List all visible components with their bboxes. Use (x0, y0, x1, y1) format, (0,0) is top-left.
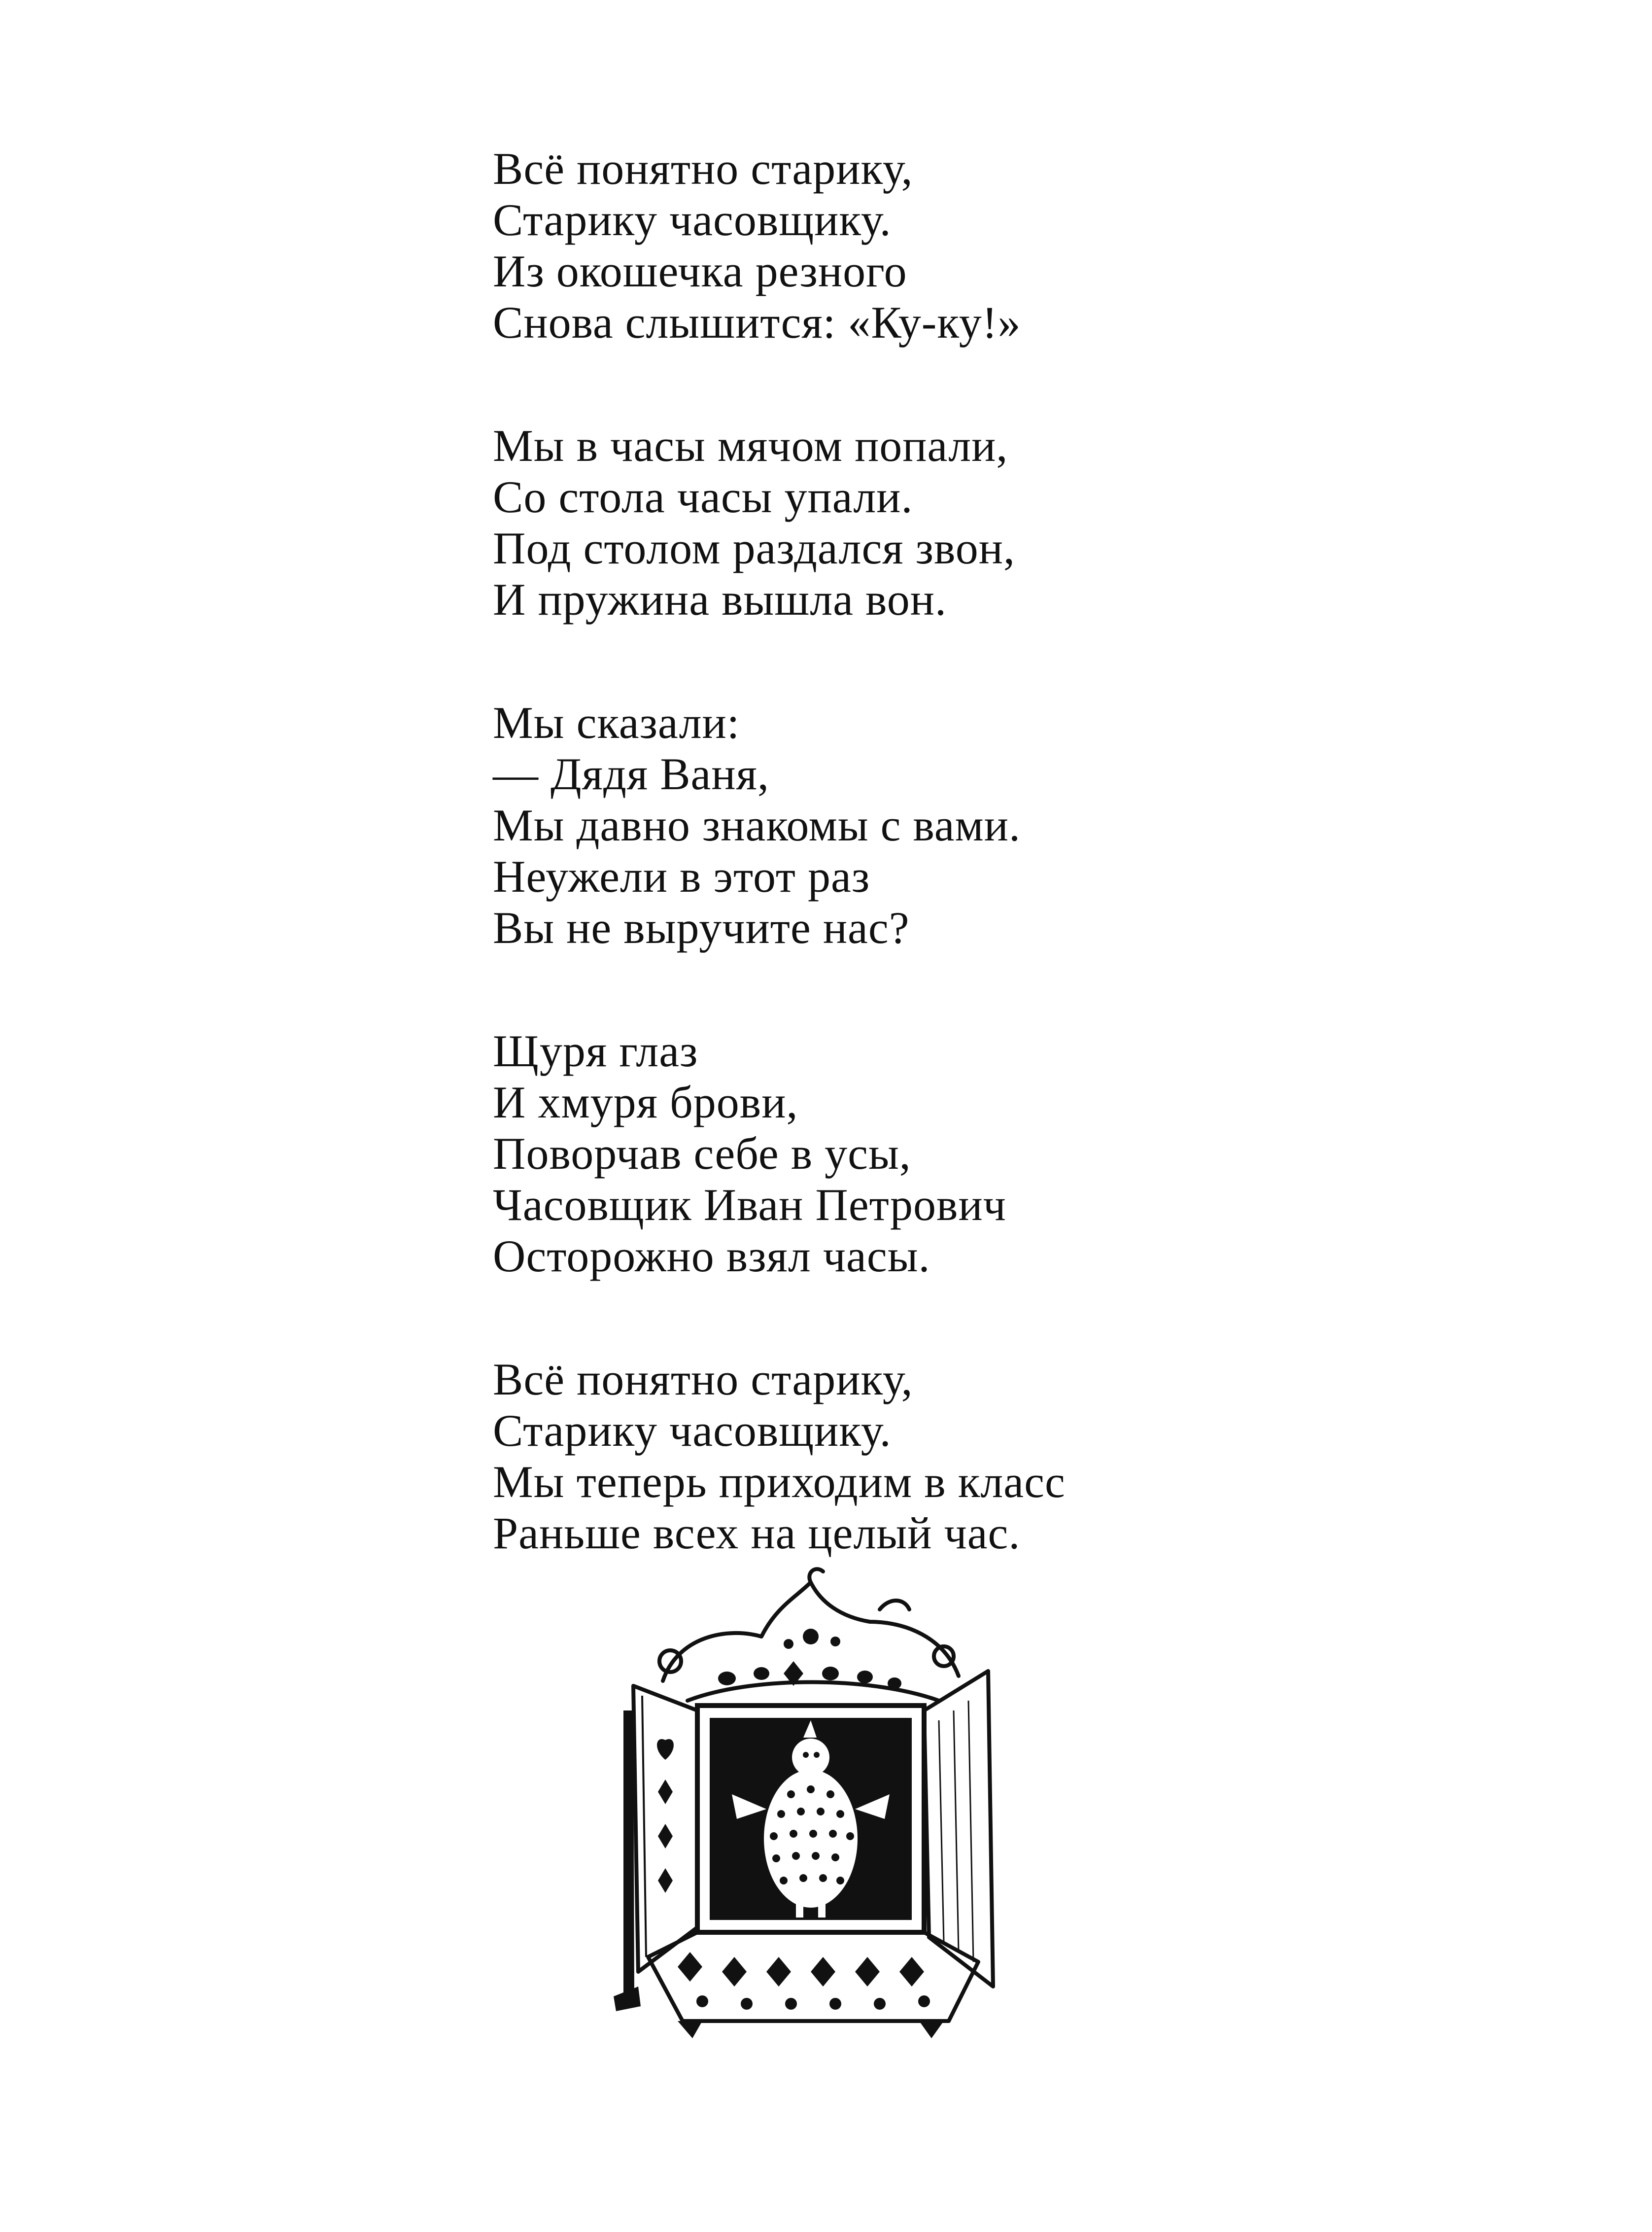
poem-line: — Дядя Ваня, (493, 749, 769, 799)
cuckoo-clock-window-icon (604, 1563, 1023, 2046)
poem-line: Всё понятно старику, (493, 143, 913, 194)
poem-line: Старику часовщику. (493, 1405, 892, 1456)
stanza-4 (493, 1025, 1331, 1282)
stanza-3 (493, 697, 1331, 953)
poem-line: И пружина вышла вон. (493, 574, 947, 625)
poem (493, 143, 1331, 1559)
poem-line: Неужели в этот раз (493, 851, 870, 902)
poem-line: Мы сказали: (493, 698, 740, 748)
poem-line: Старику часовщику. (493, 195, 892, 245)
poem-line: Мы давно знакомы с вами. (493, 800, 1021, 850)
poem-line: Осторожно взял часы. (493, 1231, 930, 1281)
poem-line: Из окошечка резного (493, 246, 907, 296)
stanza-5 (493, 1354, 1331, 1559)
poem-line: Снова слышится: «Ку-ку!» (493, 297, 1021, 348)
poem-line: Мы в часы мячом попали, (493, 420, 1008, 471)
stanza-1 (493, 143, 1331, 348)
poem-line: И хмуря брови, (493, 1077, 798, 1127)
poem-line: Мы теперь приходим в класс (493, 1457, 1066, 1507)
poem-line: Под столом раздался звон, (493, 523, 1015, 573)
cuckoo-clock-drawing (604, 1563, 1023, 2046)
poem-line: Щуря глаз (493, 1026, 698, 1076)
stanza-2 (493, 420, 1331, 625)
poem-line: Поворчав себе в усы, (493, 1128, 911, 1179)
poem-line: Вы не выручите нас? (493, 903, 910, 953)
poem-line: Всё понятно старику, (493, 1354, 913, 1404)
poem-line: Раньше всех на целый час. (493, 1508, 1021, 1558)
poem-line: Со стола часы упали. (493, 472, 913, 522)
poem-line: Часовщик Иван Петрович (493, 1180, 1006, 1230)
